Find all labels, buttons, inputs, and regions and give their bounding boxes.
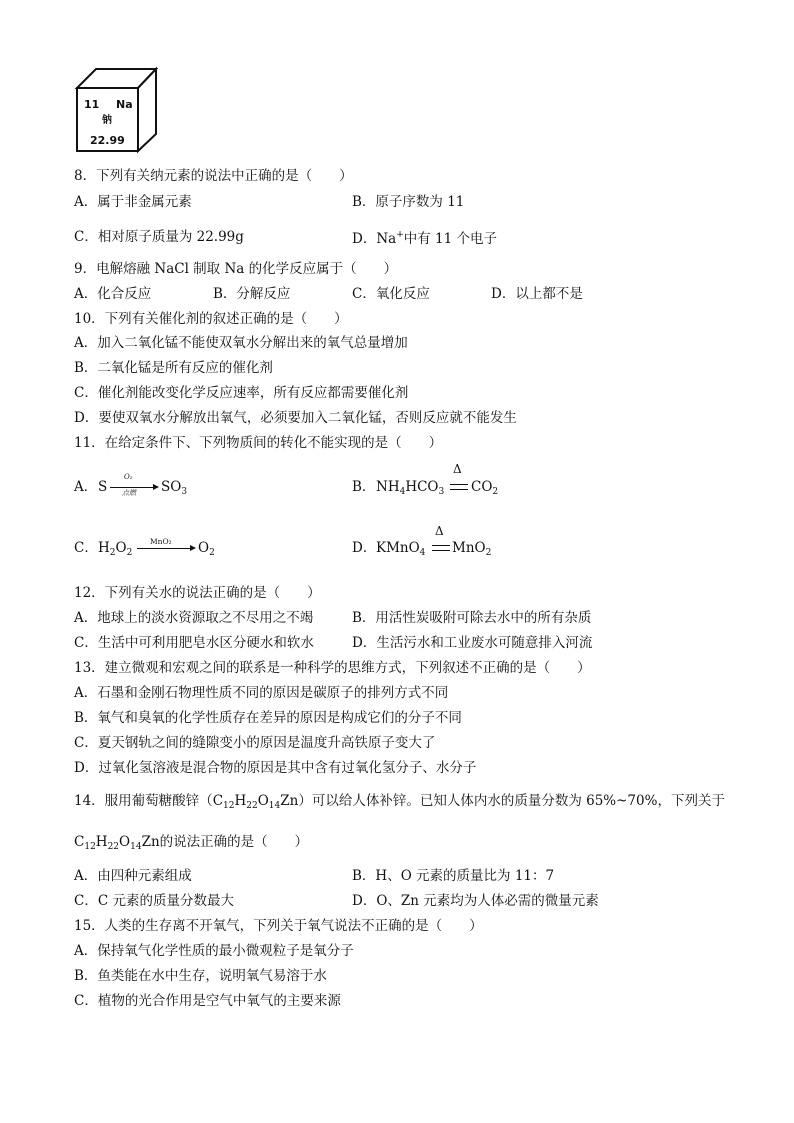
- q11-option-a: A． S O₂ 点燃 $SO_3$: [74, 473, 188, 497]
- q12-stem: 12．下列有关水的说法正确的是（ ）: [74, 585, 321, 601]
- reaction-arrow-icon: [110, 487, 154, 488]
- q11-option-c: C． $H_2O_2$ MnO₂ $O_2$: [74, 537, 215, 558]
- q9-stem: 9．电解熔融 NaCl 制取 Na 的化学反应属于（ ）: [74, 261, 398, 277]
- q8-option-d: D．Na+中有 11 个电子: [352, 230, 498, 247]
- q13-option-b: B．氧气和臭氧的化学性质存在差异的原因是构成它们的分子不同: [74, 710, 462, 726]
- element-name: 钠: [102, 115, 112, 126]
- q14-option-a: A．由四种元素组成: [74, 868, 192, 884]
- q8-option-c: C．相对原子质量为 22.99g: [74, 229, 244, 245]
- q12-option-d: D．生活污水和工业废水可随意排入河流: [352, 635, 593, 651]
- equals-sign-icon: [450, 484, 468, 490]
- q12-option-b: B．用活性炭吸附可除去水中的所有杂质: [352, 610, 592, 626]
- q9-option-d: D．以上都不是: [491, 286, 583, 302]
- q10-option-b: B．二氧化锰是所有反应的催化剂: [74, 360, 273, 376]
- q12-option-c: C．生活中可利用肥皂水区分硬水和软水: [74, 635, 314, 651]
- q11-c-catalyst: MnO₂: [150, 537, 172, 546]
- q14-stem: 14．服用葡萄糖酸锌$(C_{12}H_{22}O_{14}Zn)$可以给人体补锌。已知人体内水的质量分数为 65%~70%，下列关于: [74, 793, 725, 811]
- q13-option-d: D．过氧化氢溶液是混合物的原因是其中含有过氧化氢分子、水分子: [74, 760, 477, 776]
- q11-stem: 11．在给定条件下、下列物质间的转化不能实现的是（ ）: [74, 435, 443, 451]
- q9-option-a: A．化合反应: [74, 286, 152, 302]
- q11-a-condition: 点燃: [122, 489, 136, 497]
- q9-option-c: C．氧化反应: [352, 286, 430, 302]
- q10-option-a: A．加入二氧化锰不能使双氧水分解出来的氧气总量增加: [74, 335, 408, 351]
- q12-option-a: A．地球上的淡水资源取之不尽用之不竭: [74, 610, 314, 626]
- q15-option-b: B．鱼类能在水中生存，说明氧气易溶于水: [74, 968, 327, 984]
- q10-stem: 10．下列有关催化剂的叙述正确的是（ ）: [74, 311, 348, 327]
- q9-option-b: B．分解反应: [213, 286, 291, 302]
- q13-stem: 13．建立微观和宏观之间的联系是一种科学的思维方式，下列叙述不正确的是（ ）: [74, 660, 591, 676]
- q11-option-b: B． $NH_4HCO_3$ Δ $CO_2$: [352, 462, 499, 497]
- q8-stem: 8．下列有关纳元素的说法中正确的是（ ）: [74, 168, 353, 184]
- q8-option-b: B．原子序数为 11: [352, 194, 465, 210]
- sodium-element-card: [74, 66, 158, 156]
- q14-option-b: B．H、O 元素的质量比为 11：7: [352, 868, 555, 884]
- q10-option-c: C．催化剂能改变化学反应速率，所有反应都需要催化剂: [74, 385, 409, 401]
- q14-option-d: D．O、Zn 元素均为人体必需的微量元素: [352, 893, 599, 909]
- q11-a-reagent: O₂: [124, 473, 133, 481]
- q13-option-c: C．夏天钢轨之间的缝隙变小的原因是温度升高铁原子变大了: [74, 735, 436, 751]
- element-symbol: Na: [116, 98, 133, 111]
- q15-stem: 15．人类的生存离不开氧气，下列关于氧气说法不正确的是（ ）: [74, 918, 483, 934]
- reaction-arrow-icon: [137, 548, 191, 549]
- q15-option-c: C．植物的光合作用是空气中氧气的主要来源: [74, 993, 341, 1009]
- element-mass: 22.99: [90, 134, 125, 147]
- q13-option-a: A．石墨和金刚石物理性质不同的原因是碳原子的排列方式不同: [74, 685, 449, 701]
- q15-option-a: A．保持氧气化学性质的最小微观粒子是氧分子: [74, 943, 354, 959]
- equals-sign-icon: [432, 545, 450, 551]
- q11-option-d: D． KMnO$_4$ Δ MnO$_2$: [352, 524, 492, 558]
- q10-option-d: D．要使双氧水分解放出氧气，必须要加入二氧化锰，否则反应就不能发生: [74, 410, 517, 426]
- element-number: 11: [84, 98, 100, 111]
- q14-stem-line2: $C_{12}H_{22}O_{14}Zn$的说法正确的是（ ）: [74, 834, 309, 852]
- q8-option-a: A．属于非金属元素: [74, 194, 192, 210]
- heat-symbol: Δ: [435, 524, 444, 538]
- q14-option-c: C．C 元素的质量分数最大: [74, 893, 234, 909]
- heat-symbol: Δ: [453, 462, 462, 476]
